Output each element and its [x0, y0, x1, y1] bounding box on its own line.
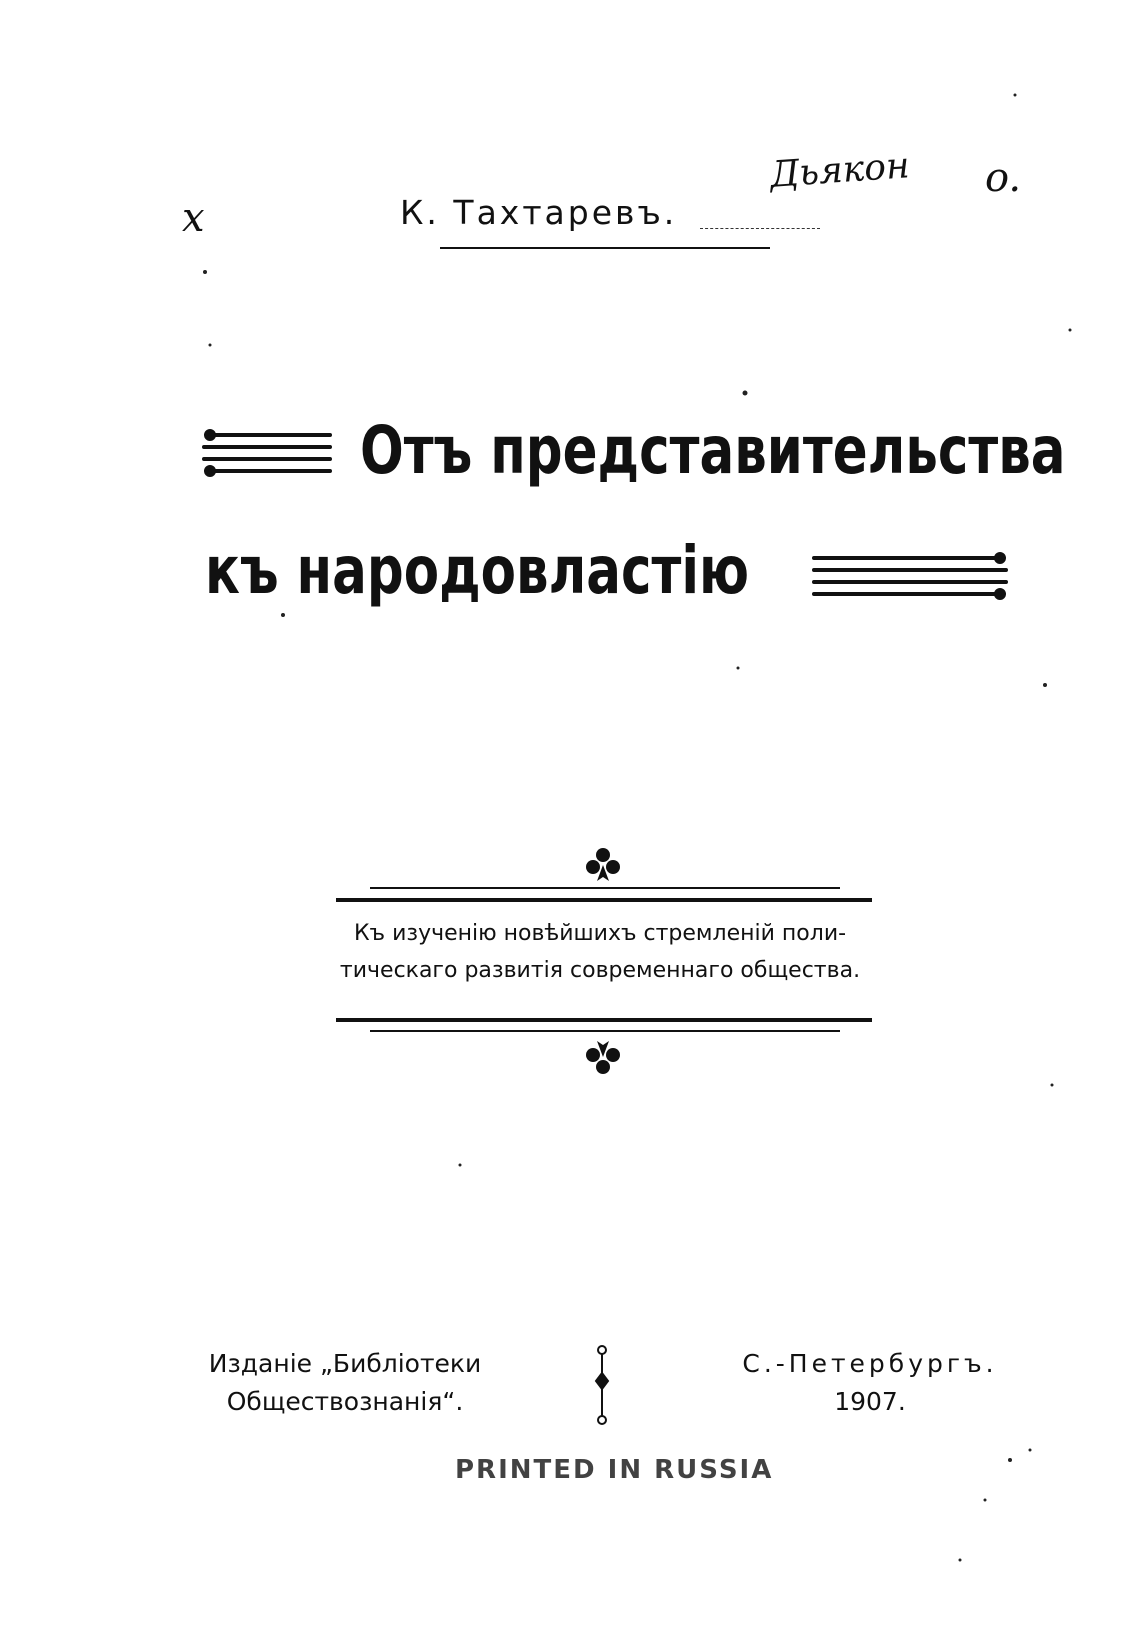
subtitle-line-2: тическаго развитiя современнаго общества. — [339, 958, 861, 983]
publisher-line-1: Изданiе „Библiотеки — [208, 1349, 482, 1378]
handwritten-signature: Дьякон — [768, 145, 911, 196]
subtitle-line-1: Къ изученiю новѣйшихъ стремленiй поли- — [353, 921, 847, 946]
author-name: К. Тахтаревъ. — [400, 193, 678, 232]
handwritten-mark-left: x — [182, 195, 205, 241]
printed-in-stamp: PRINTED IN RUSSIA — [455, 1455, 774, 1485]
place: С.-Петербургъ. — [742, 1349, 998, 1378]
handwritten-mark-right: o. — [985, 155, 1022, 201]
title-line-2: къ народовластiю — [205, 532, 750, 609]
publisher-line-2: Обществознанiя“. — [226, 1387, 464, 1416]
title-line-1: Отъ представительства — [360, 412, 1066, 489]
year: 1907. — [834, 1387, 906, 1416]
